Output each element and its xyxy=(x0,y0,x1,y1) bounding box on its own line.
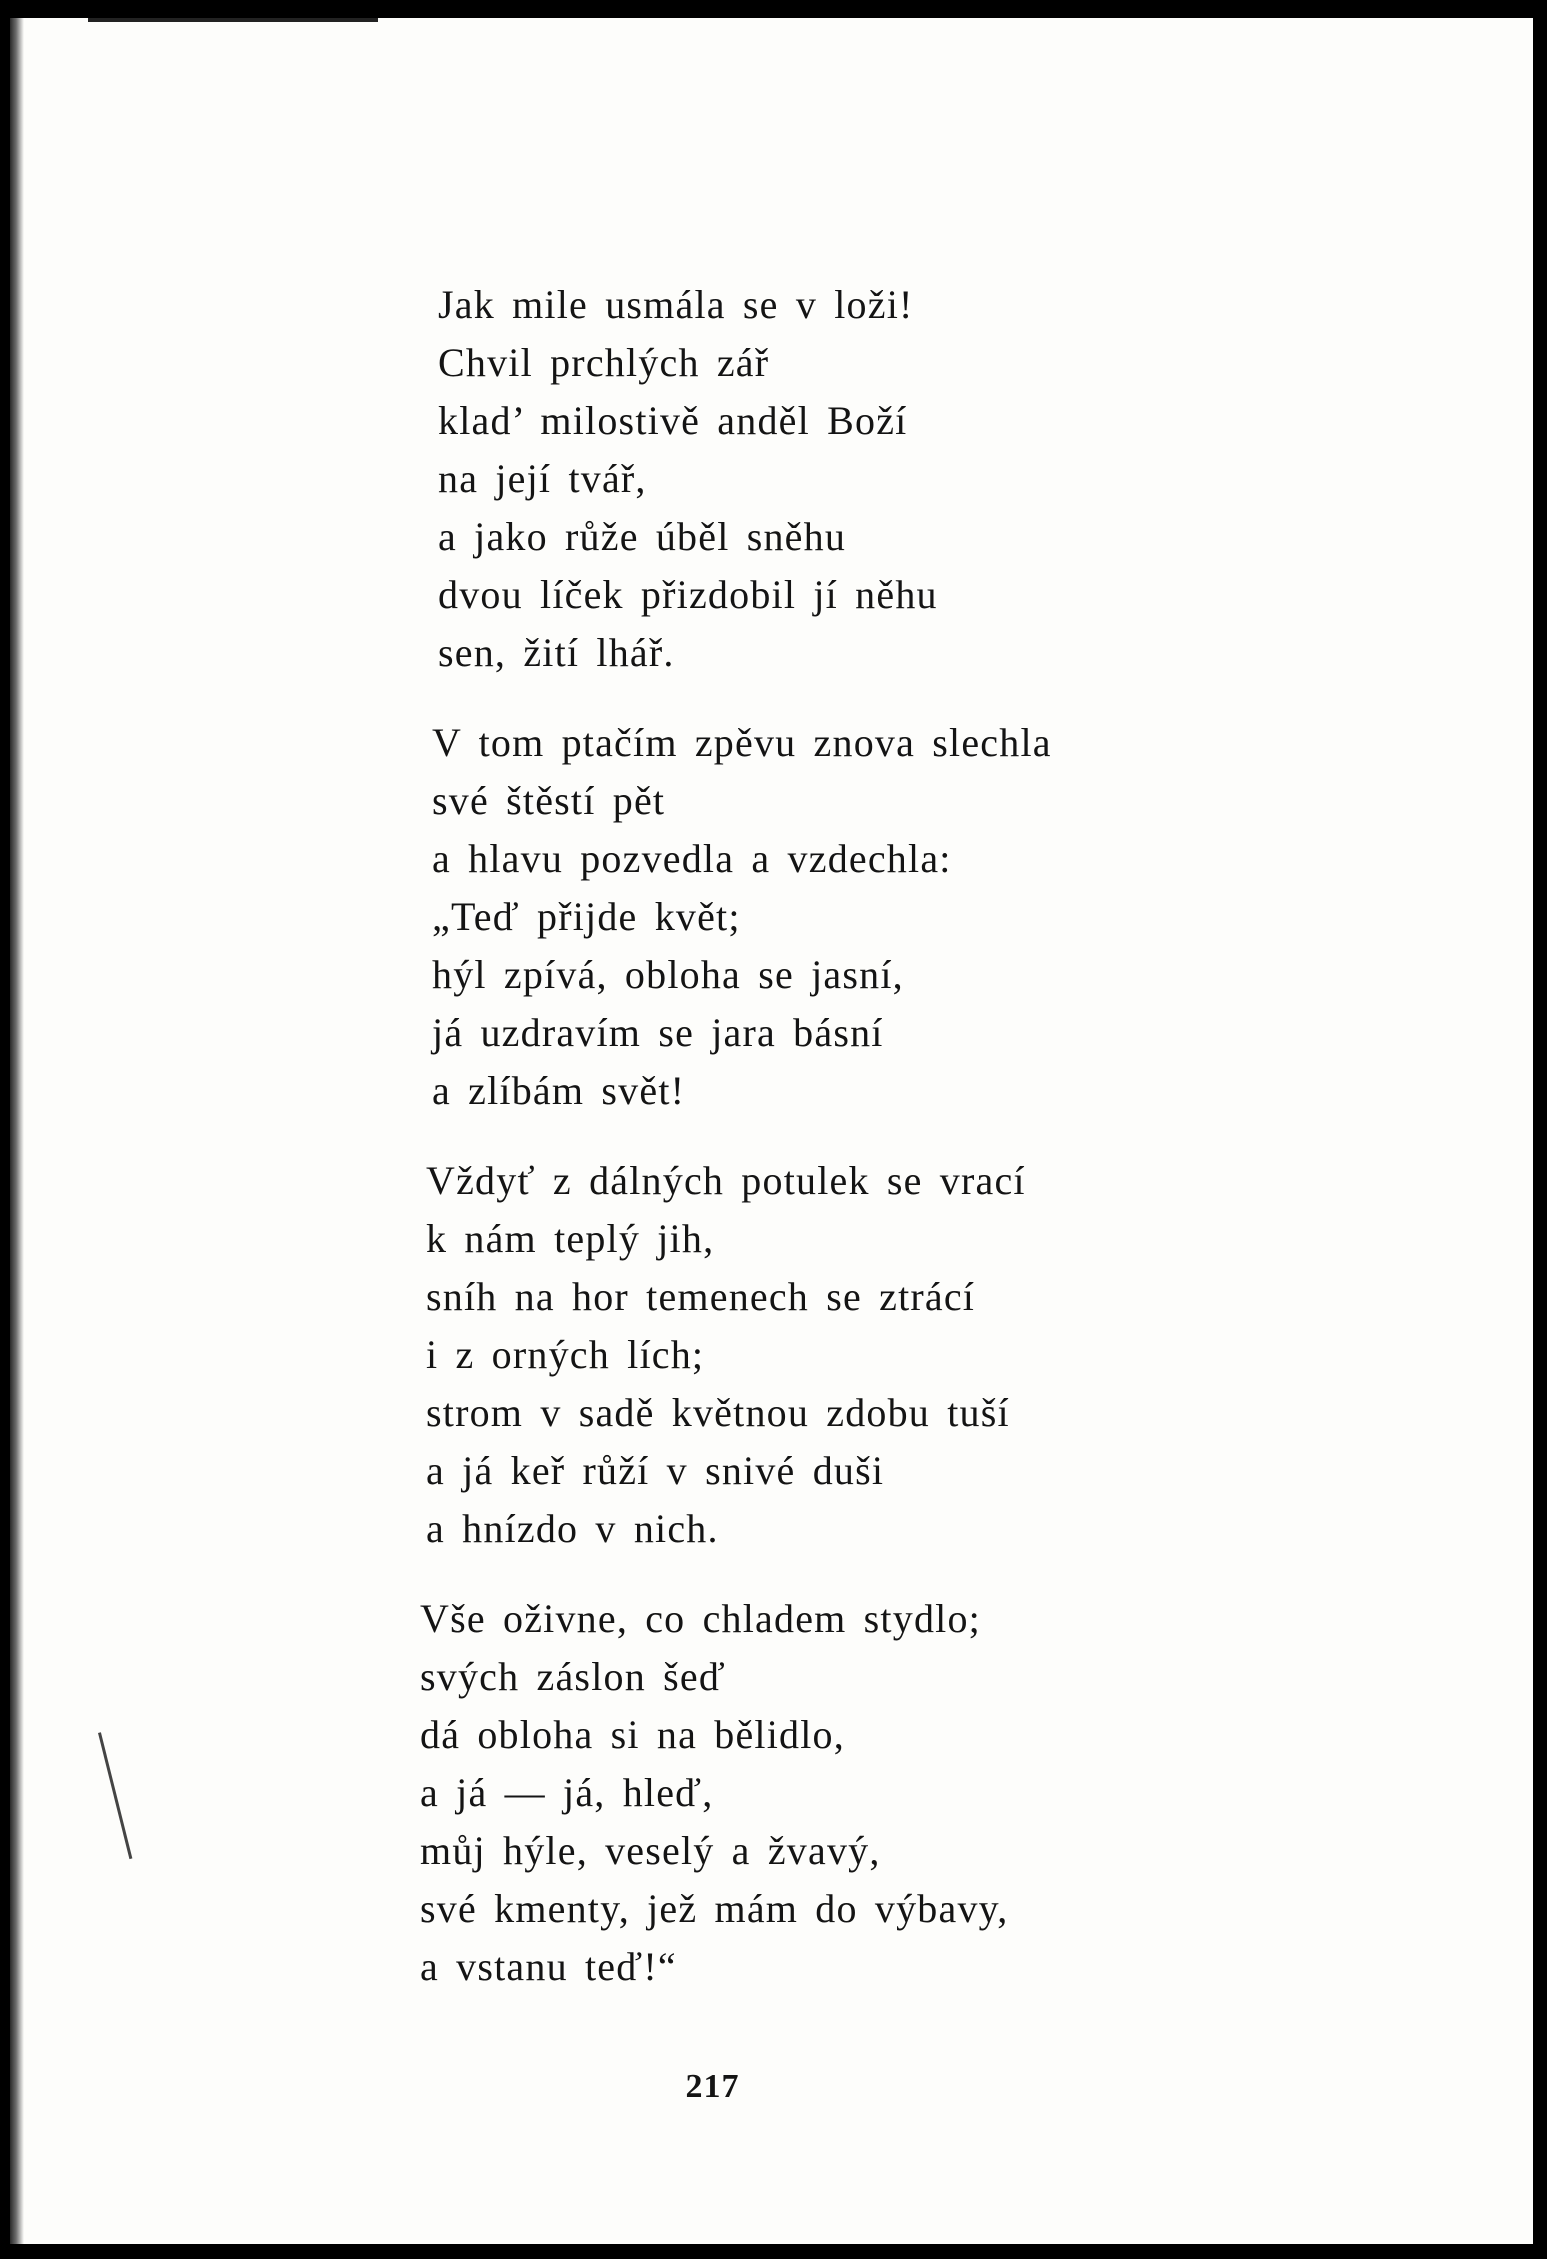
poem-line: své kmenty, jež mám do výbavy, xyxy=(420,1886,1009,1931)
poem-line: dvou líček přizdobil jí něhu xyxy=(438,572,938,617)
stanza-1 xyxy=(438,276,1533,682)
poem-line: Vždyť z dálných potulek se vrací xyxy=(426,1158,1026,1203)
poem-line: a zlíbám svět! xyxy=(432,1068,686,1113)
poem-line: a vstanu teď!“ xyxy=(420,1944,677,1989)
poem-line: a já keř růží v snivé duši xyxy=(426,1448,885,1493)
poem-line: V tom ptačím zpěvu znova slechla xyxy=(432,720,1052,765)
poem-line: můj hýle, veselý a žvavý, xyxy=(420,1828,881,1873)
stanza-3 xyxy=(426,1152,1533,1558)
poem-line: sen, žití lhář. xyxy=(438,630,675,675)
top-edge-mark xyxy=(88,18,378,22)
poem-line: já uzdravím se jara básní xyxy=(432,1010,884,1055)
poem-line: strom v sadě květnou zdobu tuší xyxy=(426,1390,1010,1435)
poem-line: Jak mile usmála se v loži! xyxy=(438,282,914,327)
poem-line: a jako růže úběl sněhu xyxy=(438,514,847,559)
poem-line: dá obloha si na bělidlo, xyxy=(420,1712,845,1757)
poem-line: k nám teplý jih, xyxy=(426,1216,715,1261)
book-page xyxy=(10,18,1533,2244)
poem-line: své štěstí pět xyxy=(432,778,666,823)
poem-line: na její tvář, xyxy=(438,456,647,501)
stanza-4 xyxy=(420,1590,1533,1996)
poem-line: sníh na hor temenech se ztrácí xyxy=(426,1274,976,1319)
poem-line: a já — já, hleď, xyxy=(420,1770,714,1815)
poem-text xyxy=(10,276,1533,1996)
poem-line: Chvil prchlých zář xyxy=(438,340,770,385)
stanza-2 xyxy=(432,714,1533,1120)
page-number: 217 xyxy=(685,2068,740,2105)
poem-line: a hnízdo v nich. xyxy=(426,1506,719,1551)
poem-line: „Teď přijde květ; xyxy=(432,894,741,939)
poem-line: Vše oživne, co chladem stydlo; xyxy=(420,1596,981,1641)
poem-line: a hlavu pozvedla a vzdechla: xyxy=(432,836,952,881)
poem-line: klad’ milostivě anděl Boží xyxy=(438,398,908,443)
poem-line: svých záslon šeď xyxy=(420,1654,726,1699)
poem-line: i z orných lích; xyxy=(426,1332,705,1377)
poem-line: hýl zpívá, obloha se jasní, xyxy=(432,952,904,997)
